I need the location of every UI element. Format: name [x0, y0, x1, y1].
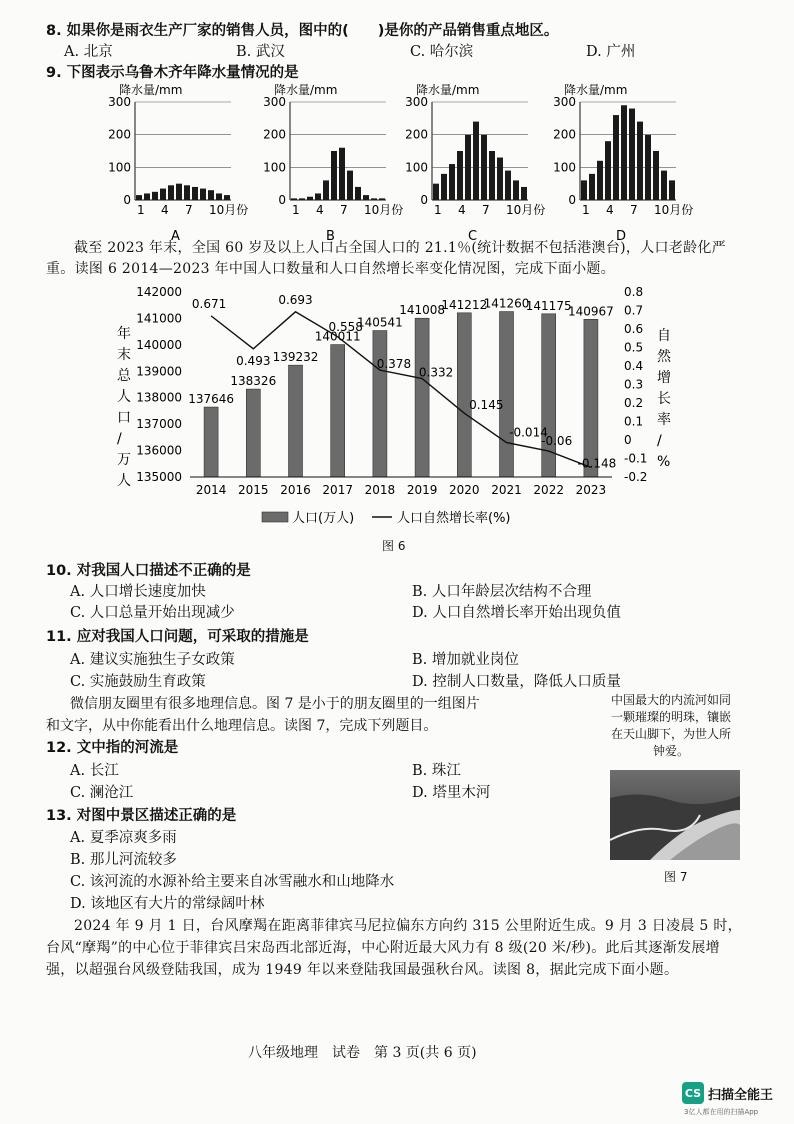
population-bar-label: 139232 [272, 350, 319, 365]
growth-rate-label: 0.145 [469, 398, 504, 413]
right-ytick: 0.4 [624, 359, 644, 373]
left-ytick: 139000 [136, 364, 182, 379]
panel-xtick: 1 [292, 203, 300, 217]
population-bar-label: 138326 [230, 374, 277, 389]
right-ytick: 0.5 [624, 340, 644, 355]
population-bar [500, 312, 514, 477]
population-bar [373, 331, 387, 477]
left-ytick: 142000 [136, 285, 182, 299]
panel-ytick: 0 [123, 193, 131, 207]
q8-option-a[interactable]: A. 北京 [64, 44, 113, 60]
left-ytick: 141000 [136, 311, 182, 326]
precip-bar [605, 141, 611, 200]
panel-ytick: 200 [553, 127, 576, 142]
precip-bar [160, 189, 166, 200]
precip-bar [224, 195, 230, 200]
panel-letter: C [468, 229, 478, 240]
left-ytick: 136000 [136, 443, 182, 458]
q11-option-c[interactable]: C. 实施鼓励生育政策 [70, 674, 206, 690]
population-bar-label: 141175 [525, 298, 572, 313]
precip-bar [355, 187, 361, 200]
precip-bar [200, 189, 206, 200]
population-bar [331, 345, 345, 477]
fig7-caption: 图 7 [664, 870, 688, 884]
q12-option-b[interactable]: B. 珠江 [412, 763, 461, 779]
left-axis-label-char: 人 [117, 389, 131, 405]
precip-bar [315, 193, 321, 200]
right-ytick: -0.1 [624, 451, 648, 466]
q13-option-a[interactable]: A. 夏季凉爽多雨 [70, 830, 177, 846]
growth-rate-label: 0.493 [236, 353, 271, 368]
precip-bar [307, 197, 313, 200]
panel-ytick: 100 [553, 160, 576, 175]
right-axis-label-char: % [657, 454, 671, 470]
population-intro: 截至 2023 年末，全国 60 岁及以上人口占全国人口的 21.1％(统计数据不包括港澳台)，人口老龄化严重。读图 6 2014—2023 年中国人口数量和人口自然增长率变化情况图，完成下面小题。 [46, 240, 726, 277]
precip-bar [371, 198, 377, 200]
precip-bar [521, 187, 527, 200]
growth-rate-label: -0.014 [509, 425, 548, 440]
precip-bar [637, 122, 643, 200]
panel-ytick: 200 [263, 127, 286, 142]
precip-bar [653, 151, 659, 200]
panel-xtick: 4 [161, 203, 169, 217]
growth-rate-label: 0.671 [191, 296, 227, 311]
population-bar [457, 313, 471, 477]
panel-xtick: 1 [434, 203, 442, 217]
precip-bar [645, 135, 651, 200]
right-ytick: 0 [624, 433, 632, 447]
precip-bar [144, 193, 150, 200]
legend-label-population: 人口(万人) [292, 511, 355, 526]
q12-stem: 12. 文中指的河流是 [46, 740, 179, 756]
panel-ylabel: 降水量/mm [416, 83, 480, 97]
q13-option-c[interactable]: C. 该河流的水源补给主要来自冰雪融水和山地降水 [70, 874, 395, 890]
precip-bar [363, 195, 369, 200]
growth-rate-label: -0.06 [541, 434, 573, 449]
q10-option-d[interactable]: D. 人口自然增长率开始出现负值 [412, 605, 621, 621]
panel-ytick: 0 [568, 193, 576, 207]
precip-bar [481, 135, 487, 200]
precip-bar [176, 184, 182, 200]
panel-xtick: 10月份 [364, 203, 404, 217]
population-bar-label: 140967 [567, 304, 614, 319]
panel-ytick: 200 [108, 127, 131, 142]
population-bar [584, 319, 598, 477]
panel-xtick: 4 [458, 203, 466, 217]
page-footer: 八年级地理 试卷 第 3 页(共 6 页) [248, 1045, 477, 1061]
left-axis-label-char: 口 [117, 410, 131, 426]
left-axis-label-char: 万 [117, 452, 131, 468]
panel-xtick: 10月份 [506, 203, 546, 217]
left-ytick: 137000 [136, 417, 182, 432]
right-ytick: -0.2 [624, 470, 648, 484]
q8-stem: 8. 如果你是雨衣生产厂家的销售人员，图中的( )是你的产品销售重点地区。 [46, 23, 559, 39]
river-photo [610, 770, 740, 860]
panel-letter: B [326, 229, 335, 240]
panel-xtick: 7 [340, 203, 348, 217]
precip-bar [441, 174, 447, 200]
precip-bar [497, 158, 503, 200]
q10-option-a[interactable]: A. 人口增长速度加快 [70, 584, 206, 600]
population-bar-label: 141008 [399, 303, 446, 318]
precip-panel-b [263, 82, 403, 240]
year-tick: 2022 [533, 483, 564, 497]
right-axis-label-char: 增 [657, 370, 671, 386]
population-bar-label: 141260 [483, 296, 530, 311]
right-ytick: 0.6 [624, 322, 644, 336]
precip-bar [136, 195, 142, 200]
year-tick: 2021 [491, 483, 522, 497]
q12-option-c[interactable]: C. 澜沧江 [70, 785, 134, 801]
precip-bar [299, 198, 305, 200]
right-axis-label-char: 率 [657, 412, 671, 428]
typhoon-intro: 2024 年 9 月 1 日，台风摩羯在距离菲律宾马尼拉偏东方向约 315 公里附近生成。9 月 3 日凌晨 5 时，台风“摩羯”的中心位于菲律宾吕宋岛西北部近海，中心附近最大风力有 8 级(20 米/秒)。此后其逐渐发展增强，以超强台风级登陆我国，成为 1949 年以来登陆我国最强秋台风。读图 8，据此完成下面小题。 [46, 918, 742, 978]
population-bar-label: 140541 [356, 315, 403, 330]
growth-rate-label: 0.332 [418, 365, 454, 380]
population-chart [0, 280, 794, 540]
precip-bar [505, 171, 511, 200]
q11-stem: 11. 应对我国人口问题，可采取的措施是 [46, 629, 309, 645]
wechat-intro-line1: 微信朋友圈里有很多地理信息。图 7 是小于的朋友圈里的一组图片 [70, 696, 480, 712]
left-axis-label-char: 年 [117, 326, 131, 342]
precip-bar [152, 192, 158, 200]
precip-bar [621, 105, 627, 200]
precip-bar [331, 151, 337, 200]
right-ytick: 0.1 [624, 414, 644, 429]
precip-bar [323, 180, 329, 200]
growth-rate-line [211, 312, 591, 468]
panel-ytick: 300 [263, 95, 286, 109]
precip-bar [347, 171, 353, 200]
left-axis-label-char: 总 [117, 368, 131, 384]
legend-swatch-population [262, 512, 288, 522]
precip-bar [613, 115, 619, 200]
year-tick: 2020 [449, 483, 480, 497]
precip-bar [379, 198, 385, 200]
q8-option-b[interactable]: B. 武汉 [236, 44, 285, 60]
growth-rate-label: -0.148 [577, 456, 617, 471]
panel-ylabel: 降水量/mm [274, 83, 338, 97]
panel-ylabel: 降水量/mm [119, 83, 183, 97]
population-bar [289, 365, 303, 477]
precip-bar [216, 193, 222, 200]
right-axis-label-char: / [657, 433, 662, 449]
panel-xtick: 7 [185, 203, 193, 217]
growth-rate-label: 0.693 [278, 292, 313, 307]
population-bar-label: 141212 [441, 297, 488, 312]
panel-ytick: 300 [405, 95, 428, 109]
wechat-intro-line2: 和文字，从中你能看出什么地理信息。读图 7，完成下列题目。 [46, 718, 438, 734]
population-bar [246, 389, 260, 477]
precip-panel-c [405, 82, 545, 240]
precip-bar [629, 109, 635, 200]
precip-panel-d [553, 82, 693, 240]
panel-ytick: 0 [278, 193, 286, 207]
precip-bar [489, 151, 495, 200]
photo-caption-text: 中国最大的内流河如同一颗璀璨的明珠，镶嵌在天山脚下，为世人所钟爱。 [610, 693, 731, 758]
logo-name: 扫描全能王 [708, 1088, 774, 1103]
panel-ylabel: 降水量/mm [564, 83, 628, 97]
q13-option-d[interactable]: D. 该地区有大片的常绿阔叶林 [70, 896, 265, 912]
panel-ytick: 100 [108, 160, 131, 175]
precip-bar [339, 148, 345, 200]
panel-ytick: 0 [420, 193, 428, 207]
panel-ytick: 100 [263, 160, 286, 175]
precip-bar [457, 151, 463, 200]
right-ytick: 0.8 [624, 285, 644, 299]
panel-xtick: 10月份 [209, 203, 249, 217]
q8-option-c[interactable]: C. 哈尔滨 [410, 44, 474, 60]
precip-bar [449, 164, 455, 200]
precip-bar [589, 174, 595, 200]
growth-rate-label: 0.558 [328, 319, 363, 334]
left-ytick: 135000 [136, 470, 182, 484]
precip-bar [513, 180, 519, 200]
precip-bar [208, 190, 214, 200]
right-axis-label-char: 长 [657, 391, 671, 407]
panel-xtick: 7 [630, 203, 638, 217]
legend-label-rate: 人口自然增长率(%) [397, 511, 511, 526]
left-ytick: 140000 [136, 337, 182, 352]
right-ytick: 0.2 [624, 396, 644, 410]
q13-option-b[interactable]: B. 那儿河流较多 [70, 852, 177, 868]
logo-tagline: 3亿人都在用的扫描App [684, 1108, 759, 1116]
q13-stem: 13. 对图中景区描述正确的是 [46, 808, 237, 824]
left-ytick: 138000 [136, 390, 182, 405]
precip-bar [465, 135, 471, 200]
fig6-caption: 图 6 [382, 539, 406, 553]
left-axis-label-char: 末 [117, 347, 131, 363]
precip-bar [433, 184, 439, 200]
panel-xtick: 4 [316, 203, 324, 217]
left-axis-label-char: / [117, 431, 122, 447]
panel-ytick: 200 [405, 127, 428, 142]
precip-bar [597, 161, 603, 200]
q11-option-a[interactable]: A. 建议实施独生子女政策 [70, 652, 235, 668]
right-ytick: 0.7 [624, 303, 644, 318]
year-tick: 2018 [364, 483, 396, 497]
population-bar [415, 318, 429, 477]
precip-bar [168, 185, 174, 200]
q10-option-b[interactable]: B. 人口年龄层次结构不合理 [412, 584, 592, 600]
q12-option-a[interactable]: A. 长江 [70, 763, 119, 779]
panel-xtick: 1 [137, 203, 145, 217]
q11-option-d[interactable]: D. 控制人口数量，降低人口质量 [412, 674, 621, 690]
precip-bar [669, 180, 675, 200]
right-ytick: 0.3 [624, 377, 644, 392]
left-axis-label-char: 人 [117, 473, 131, 489]
precip-bar [184, 185, 190, 200]
population-bar [204, 407, 218, 477]
panel-letter: D [616, 229, 627, 240]
year-tick: 2023 [575, 483, 607, 497]
year-tick: 2016 [280, 483, 311, 497]
growth-rate-label: 0.378 [376, 357, 412, 372]
right-axis-label-char: 然 [657, 349, 671, 365]
panel-ytick: 100 [405, 160, 428, 175]
year-tick: 2014 [195, 483, 227, 497]
year-tick: 2017 [322, 483, 353, 497]
year-tick: 2015 [238, 483, 269, 497]
camscanner-icon: CS [682, 1082, 704, 1104]
q9-stem: 9. 下图表示乌鲁木齐年降水量情况的是 [46, 65, 299, 81]
right-axis-label-char: 自 [657, 328, 671, 344]
q12-option-d[interactable]: D. 塔里木河 [412, 785, 491, 801]
precip-bar [291, 198, 297, 200]
precip-bar [581, 180, 587, 200]
q10-stem: 10. 对我国人口描述不正确的是 [46, 563, 251, 579]
precip-bar [473, 122, 479, 200]
year-tick: 2019 [406, 483, 438, 497]
panel-xtick: 7 [482, 203, 490, 217]
panel-ytick: 300 [553, 95, 576, 109]
precipitation-charts [0, 80, 794, 240]
panel-xtick: 10月份 [654, 203, 694, 217]
precip-panel-a [108, 82, 248, 240]
panel-xtick: 4 [606, 203, 614, 217]
panel-xtick: 1 [582, 203, 590, 217]
panel-letter: A [171, 229, 180, 240]
precip-bar [192, 187, 198, 200]
population-bar-label: 137646 [188, 392, 235, 407]
precip-bar [661, 171, 667, 200]
panel-ytick: 300 [108, 95, 131, 109]
q8-option-d[interactable]: D. 广州 [586, 44, 636, 60]
population-bar-label: 140011 [314, 329, 361, 344]
q11-option-b[interactable]: B. 增加就业岗位 [412, 652, 519, 668]
q10-option-c[interactable]: C. 人口总量开始出现减少 [70, 605, 235, 621]
